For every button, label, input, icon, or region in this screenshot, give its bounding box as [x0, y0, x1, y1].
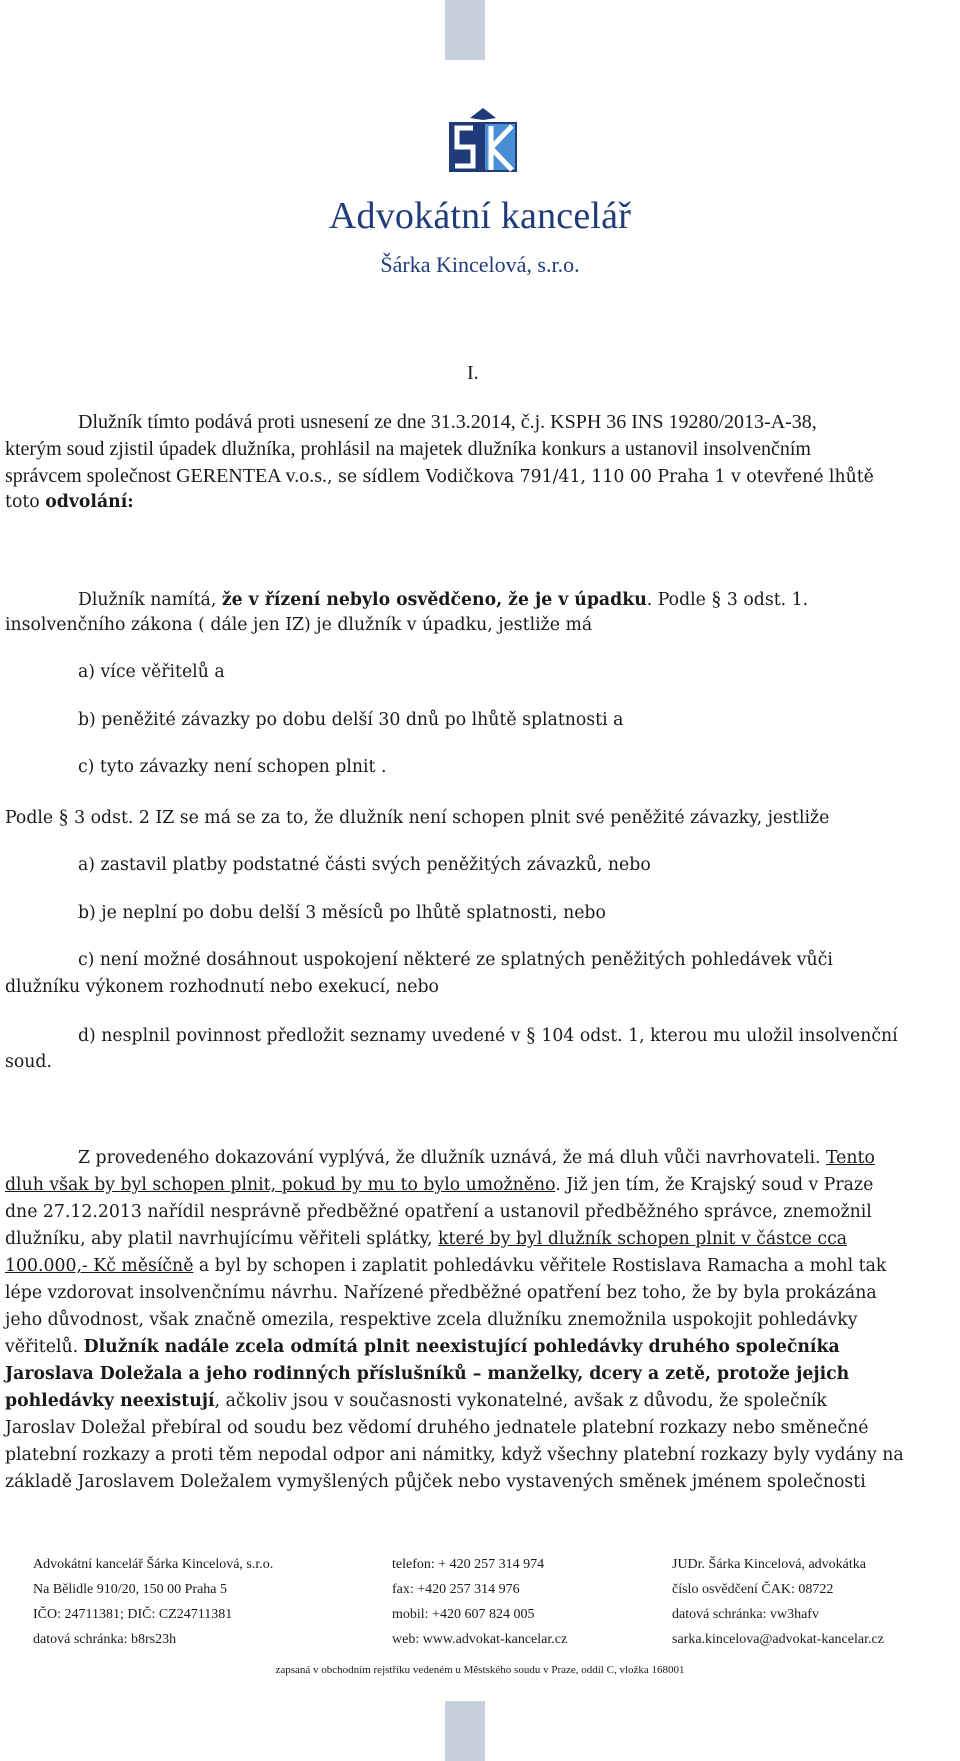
objection-line-1: [78, 588, 808, 611]
argument-bold-1: Dlužník nadále zcela odmítá plnit neexistující pohledávky druhého společníka: [83, 1337, 840, 1357]
intro-line-3-b: , se sídlem Vodičkova 791/41, 110 00 Praha 1 v otevřené lhůtě: [326, 467, 874, 487]
sub-item-c-line-1: c) není možné dosáhnout uspokojení některé ze splatných peněžitých pohledávek vůči: [78, 950, 833, 970]
argument-line-2-b: . Již jen tím, že Krajský soud v Praze: [555, 1175, 874, 1195]
section-symbol: §: [58, 806, 69, 828]
intro-line-4: [5, 492, 134, 512]
footer-cak-number: číslo osvědčení ČAK: 08722: [672, 1582, 834, 1597]
footer-phone: telefon: + 420 257 314 974: [392, 1557, 545, 1572]
argument-line-1: [78, 1148, 875, 1168]
footer-ico: IČO: 24711381; DIČ: CZ24711381: [33, 1607, 233, 1622]
argument-underline-3: které by byl dlužník schopen plnit v částce cca: [438, 1229, 848, 1249]
list-item-a: a) více věřitelů a: [78, 662, 225, 682]
argument-line-12: platební rozkazy a proti těm nepodal odpor ani námitky, když všechny platební rozkazy byly vydány na: [5, 1445, 904, 1465]
list-item-c: c) tyto závazky není schopen plnit .: [78, 757, 387, 777]
argument-line-13: základě Jaroslavem Doležalem vymyšlených půjček nebo vystavených směnek jménem společnosti: [5, 1472, 866, 1492]
firm-logo: [446, 106, 520, 174]
argument-line-8-a: věřitelů.: [5, 1337, 84, 1357]
sub-item-c-line-2: dlužníku výkonem rozhodnutí nebo exekucí, nebo: [5, 977, 439, 997]
intro-line-3-a: správcem společnost GERENTEA v.o.s.: [5, 465, 327, 487]
firm-subtitle: Šárka Kincelová, s.r.o.: [380, 252, 580, 277]
objection-line-2: insolvenčního zákona ( dále jen IZ) je dlužník v úpadku, jestliže má: [5, 615, 593, 635]
section-symbol: §: [525, 1024, 536, 1046]
footer-fax: fax: +420 257 314 976: [392, 1582, 520, 1597]
argument-bold-3: pohledávky neexistují: [5, 1391, 215, 1411]
argument-line-10-b: , ačkoliv jsou v současnosti vykonatelné, avšak z důvodu, že společník: [214, 1391, 827, 1411]
intro-line-4-a: toto: [5, 492, 46, 512]
section-number: I.: [467, 362, 479, 384]
section-symbol: §: [711, 588, 722, 610]
footer-lawyer-name: JUDr. Šárka Kincelová, advokátka: [672, 1557, 866, 1572]
intro-line-3: [5, 465, 874, 488]
footer-registration: zapsaná v obchodním rejstříku vedeném u Městského soudu v Praze, oddíl C, vložka 168001: [275, 1664, 685, 1676]
argument-underline-4: 100.000,- Kč měsíčně: [5, 1256, 194, 1276]
objection-line-3-a: Podle: [5, 808, 59, 828]
argument-line-3: dne 27.12.2013 nařídil nesprávně předběžné opatření a ustanovil předběžného správce, znemožnil: [5, 1202, 872, 1222]
argument-line-4-a: dlužníku, aby platil navrhujícímu věřiteli splátky,: [5, 1229, 439, 1249]
argument-line-6: lépe vzdorovat insolvenčnímu návrhu. Nařízené předběžné opatření bez toho, že by byla prokázána: [5, 1283, 877, 1303]
argument-underline-1: Tento: [826, 1148, 875, 1168]
argument-line-5: [5, 1256, 886, 1276]
footer-web: web: www.advokat-kancelar.cz: [392, 1632, 568, 1647]
argument-bold-2: Jaroslava Doležala a jeho rodinných příslušníků – manželky, dcery a zetě, protože jejich: [5, 1364, 850, 1384]
argument-line-9: [5, 1364, 849, 1384]
list-item-b: b) peněžité závazky po dobu delší 30 dnů po lhůtě splatnosti a: [78, 710, 624, 730]
firm-name: Advokátní kancelář: [328, 195, 632, 237]
objection-line-1-c: . Podle: [646, 590, 712, 610]
argument-line-4: [5, 1229, 847, 1249]
intro-line-1: Dlužník tímto podává proti usnesení ze dne 31.3.2014, č.j. KSPH 36 INS 19280/2013-A-38,: [78, 411, 817, 433]
argument-line-7: jeho důvodnost, však značně omezila, respektive zcela dlužníku znemožnila uspokojit pohledávky: [5, 1310, 858, 1330]
sub-item-b: b) je neplní po dobu delší 3 měsíců po lhůtě splatnosti, nebo: [78, 903, 606, 923]
argument-line-8: [5, 1337, 840, 1357]
sub-item-d-line-2: soud.: [5, 1052, 52, 1072]
appeal-heading: odvolání:: [45, 492, 134, 512]
sub-item-d-a: d) nesplnil povinnost předložit seznamy uvedené v: [78, 1026, 526, 1046]
objection-line-1-d: 3 odst. 1.: [721, 590, 809, 610]
top-decorative-bar: [445, 0, 485, 60]
argument-line-2: [5, 1175, 873, 1195]
footer-email: sarka.kincelova@advokat-kancelar.cz: [672, 1632, 884, 1647]
footer-mobile: mobil: +420 607 824 005: [392, 1607, 535, 1622]
argument-line-11: Jaroslav Doležal přebíral od soudu bez vědomí druhého jednatele platební rozkazy nebo směnečné: [5, 1418, 869, 1438]
objection-line-3: [5, 806, 829, 829]
argument-underline-2: dluh však by byl schopen plnit, pokud by mu to bylo umožněno: [5, 1175, 556, 1195]
objection-line-3-b: 3 odst. 2 IZ se má se za to, že dlužník není schopen plnit své peněžité závazky, jestliže: [68, 808, 830, 828]
bottom-decorative-bar: [445, 1701, 485, 1761]
sub-item-d-b: 104 odst. 1, kterou mu uložil insolvenční: [535, 1026, 898, 1046]
argument-line-10: [5, 1391, 827, 1411]
footer-data-box: datová schránka: b8rs23h: [33, 1632, 177, 1647]
objection-emphasis: že v řízení nebylo osvědčeno, že je v úpadku: [221, 590, 647, 610]
sub-item-d-line-1: [78, 1024, 898, 1047]
sub-item-a: a) zastavil platby podstatné části svých peněžitých závazků, nebo: [78, 855, 651, 875]
objection-line-1-a: Dlužník namítá,: [78, 590, 222, 610]
argument-line-1-a: Z provedeného dokazování vyplývá, že dlužník uznává, že má dluh vůči navrhovateli.: [78, 1148, 826, 1168]
argument-line-5-b: a byl by schopen i zaplatit pohledávku věřitele Rostislava Ramacha a mohl tak: [193, 1256, 887, 1276]
intro-line-2: kterým soud zjistil úpadek dlužníka, prohlásil na majetek dlužníka konkurs a ustanovil insolvenčním: [5, 438, 811, 460]
footer-lawyer-data-box: datová schránka: vw3hafv: [672, 1607, 819, 1622]
footer-address: Na Bělidle 910/20, 150 00 Praha 5: [33, 1582, 228, 1597]
footer-firm-name: Advokátní kancelář Šárka Kincelová, s.r.o.: [33, 1557, 274, 1572]
